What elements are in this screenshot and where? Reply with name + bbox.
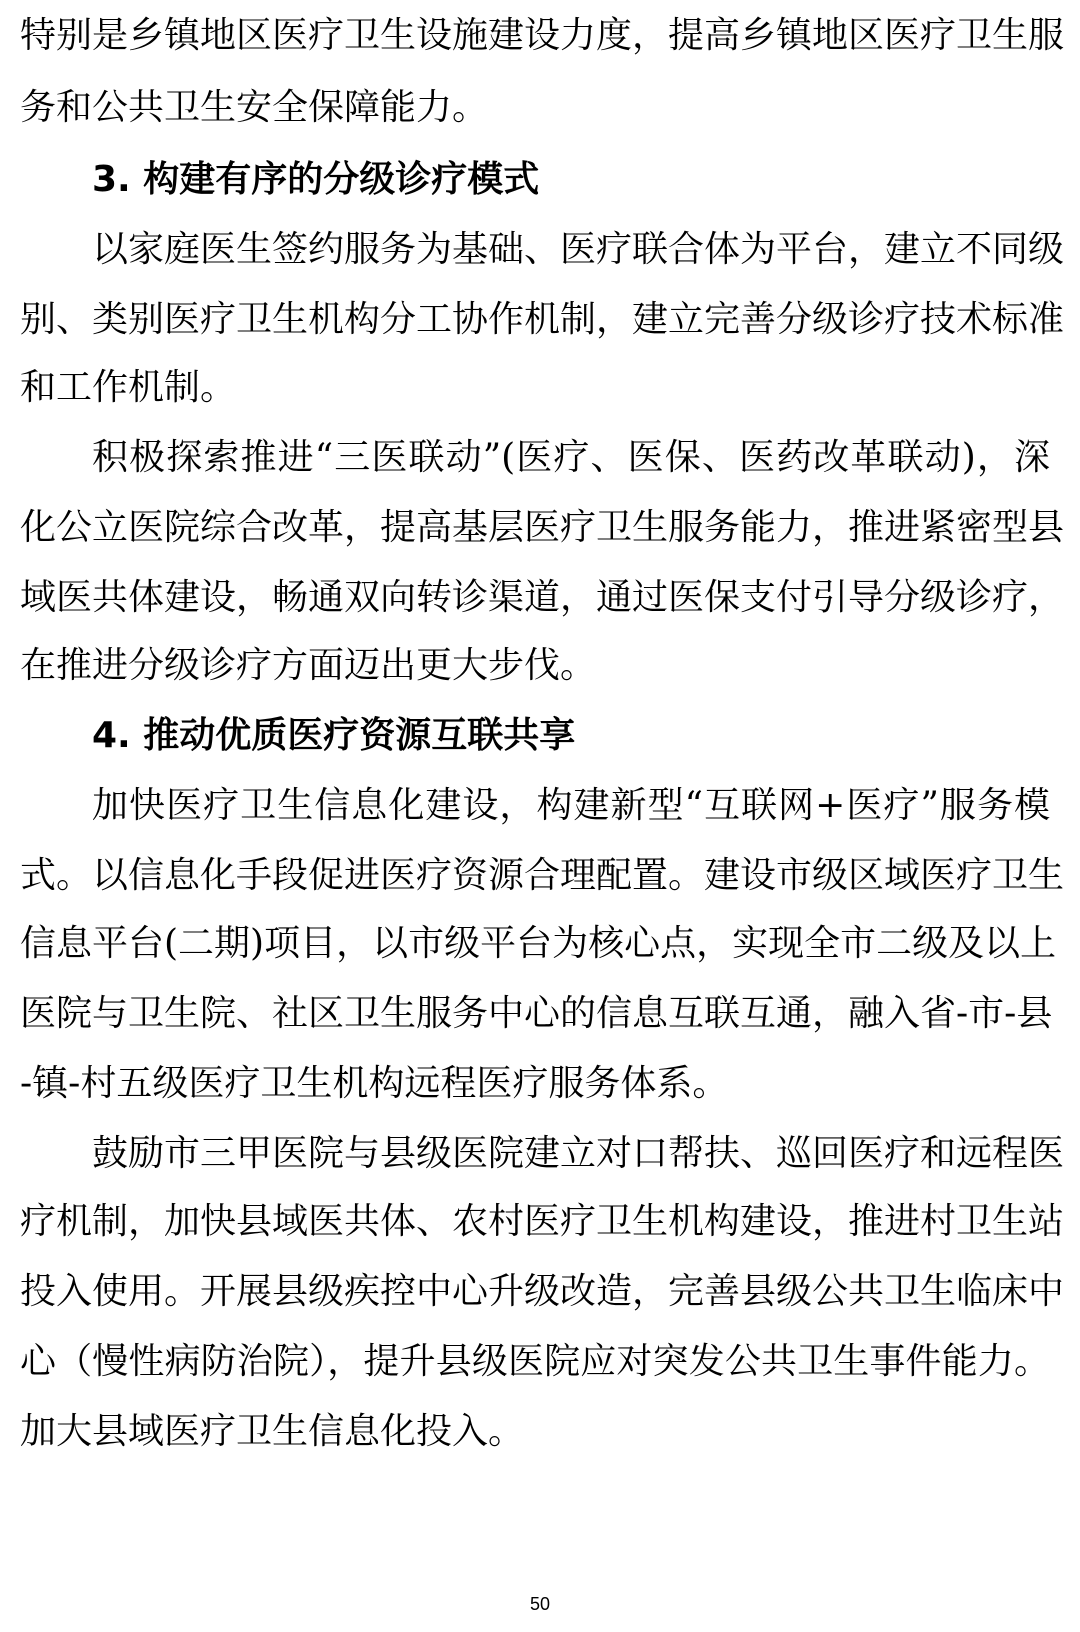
text-line: 疗机制，加快县域医共体、农村医疗卫生机构建设，推进村卫生站 — [20, 1201, 1065, 1242]
text-line: 和工作机制。 — [20, 367, 237, 408]
document-page — [20, 0, 1065, 1632]
text-line: 加快医疗卫生信息化建设，构建新型“互联网+医疗”服务模 — [92, 785, 1050, 826]
text-line: 在推进分级诊疗方面迈出更大步伐。 — [20, 645, 597, 686]
page-number: 50 — [529, 1594, 551, 1614]
text-line: 化公立医院综合改革，提高基层医疗卫生服务能力，推进紧密型县 — [20, 507, 1065, 548]
text-line: -镇-村五级医疗卫生机构远程医疗服务体系。 — [20, 1063, 729, 1104]
text-line: 务和公共卫生安全保障能力。 — [20, 87, 489, 128]
text-line: 特别是乡镇地区医疗卫生设施建设力度，提高乡镇地区医疗卫生服 — [20, 15, 1065, 56]
text-line: 鼓励市三甲医院与县级医院建立对口帮扶、巡回医疗和远程医 — [92, 1133, 1065, 1174]
text-line: 别、类别医疗卫生机构分工协作机制，建立完善分级诊疗技术标准 — [20, 299, 1065, 340]
text-line: 式。以信息化手段促进医疗资源合理配置。建设市级区域医疗卫生 — [20, 855, 1065, 896]
text-line: 以家庭医生签约服务为基础、医疗联合体为平台，建立不同级 — [92, 229, 1065, 270]
section-heading-3: 3. 构建有序的分级诊疗模式 — [92, 159, 540, 200]
text-line: 投入使用。开展县级疾控中心升级改造，完善县级公共卫生临床中 — [20, 1271, 1065, 1312]
text-line: 心（慢性病防治院），提升县级医院应对突发公共卫生事件能力。 — [20, 1341, 1050, 1382]
section-heading-4: 4. 推动优质医疗资源互联共享 — [92, 715, 576, 756]
text-line: 域医共体建设，畅通双向转诊渠道，通过医保支付引导分级诊疗， — [20, 577, 1065, 618]
text-line: 加大县域医疗卫生信息化投入。 — [20, 1411, 525, 1452]
text-line: 积极探索推进“三医联动”(医疗、医保、医药改革联动)，深 — [92, 437, 1050, 478]
text-line: 信息平台(二期)项目，以市级平台为核心点，实现全市二级及以上 — [20, 923, 1057, 964]
text-line: 医院与卫生院、社区卫生服务中心的信息互联互通，融入省-市-县 — [20, 993, 1053, 1034]
